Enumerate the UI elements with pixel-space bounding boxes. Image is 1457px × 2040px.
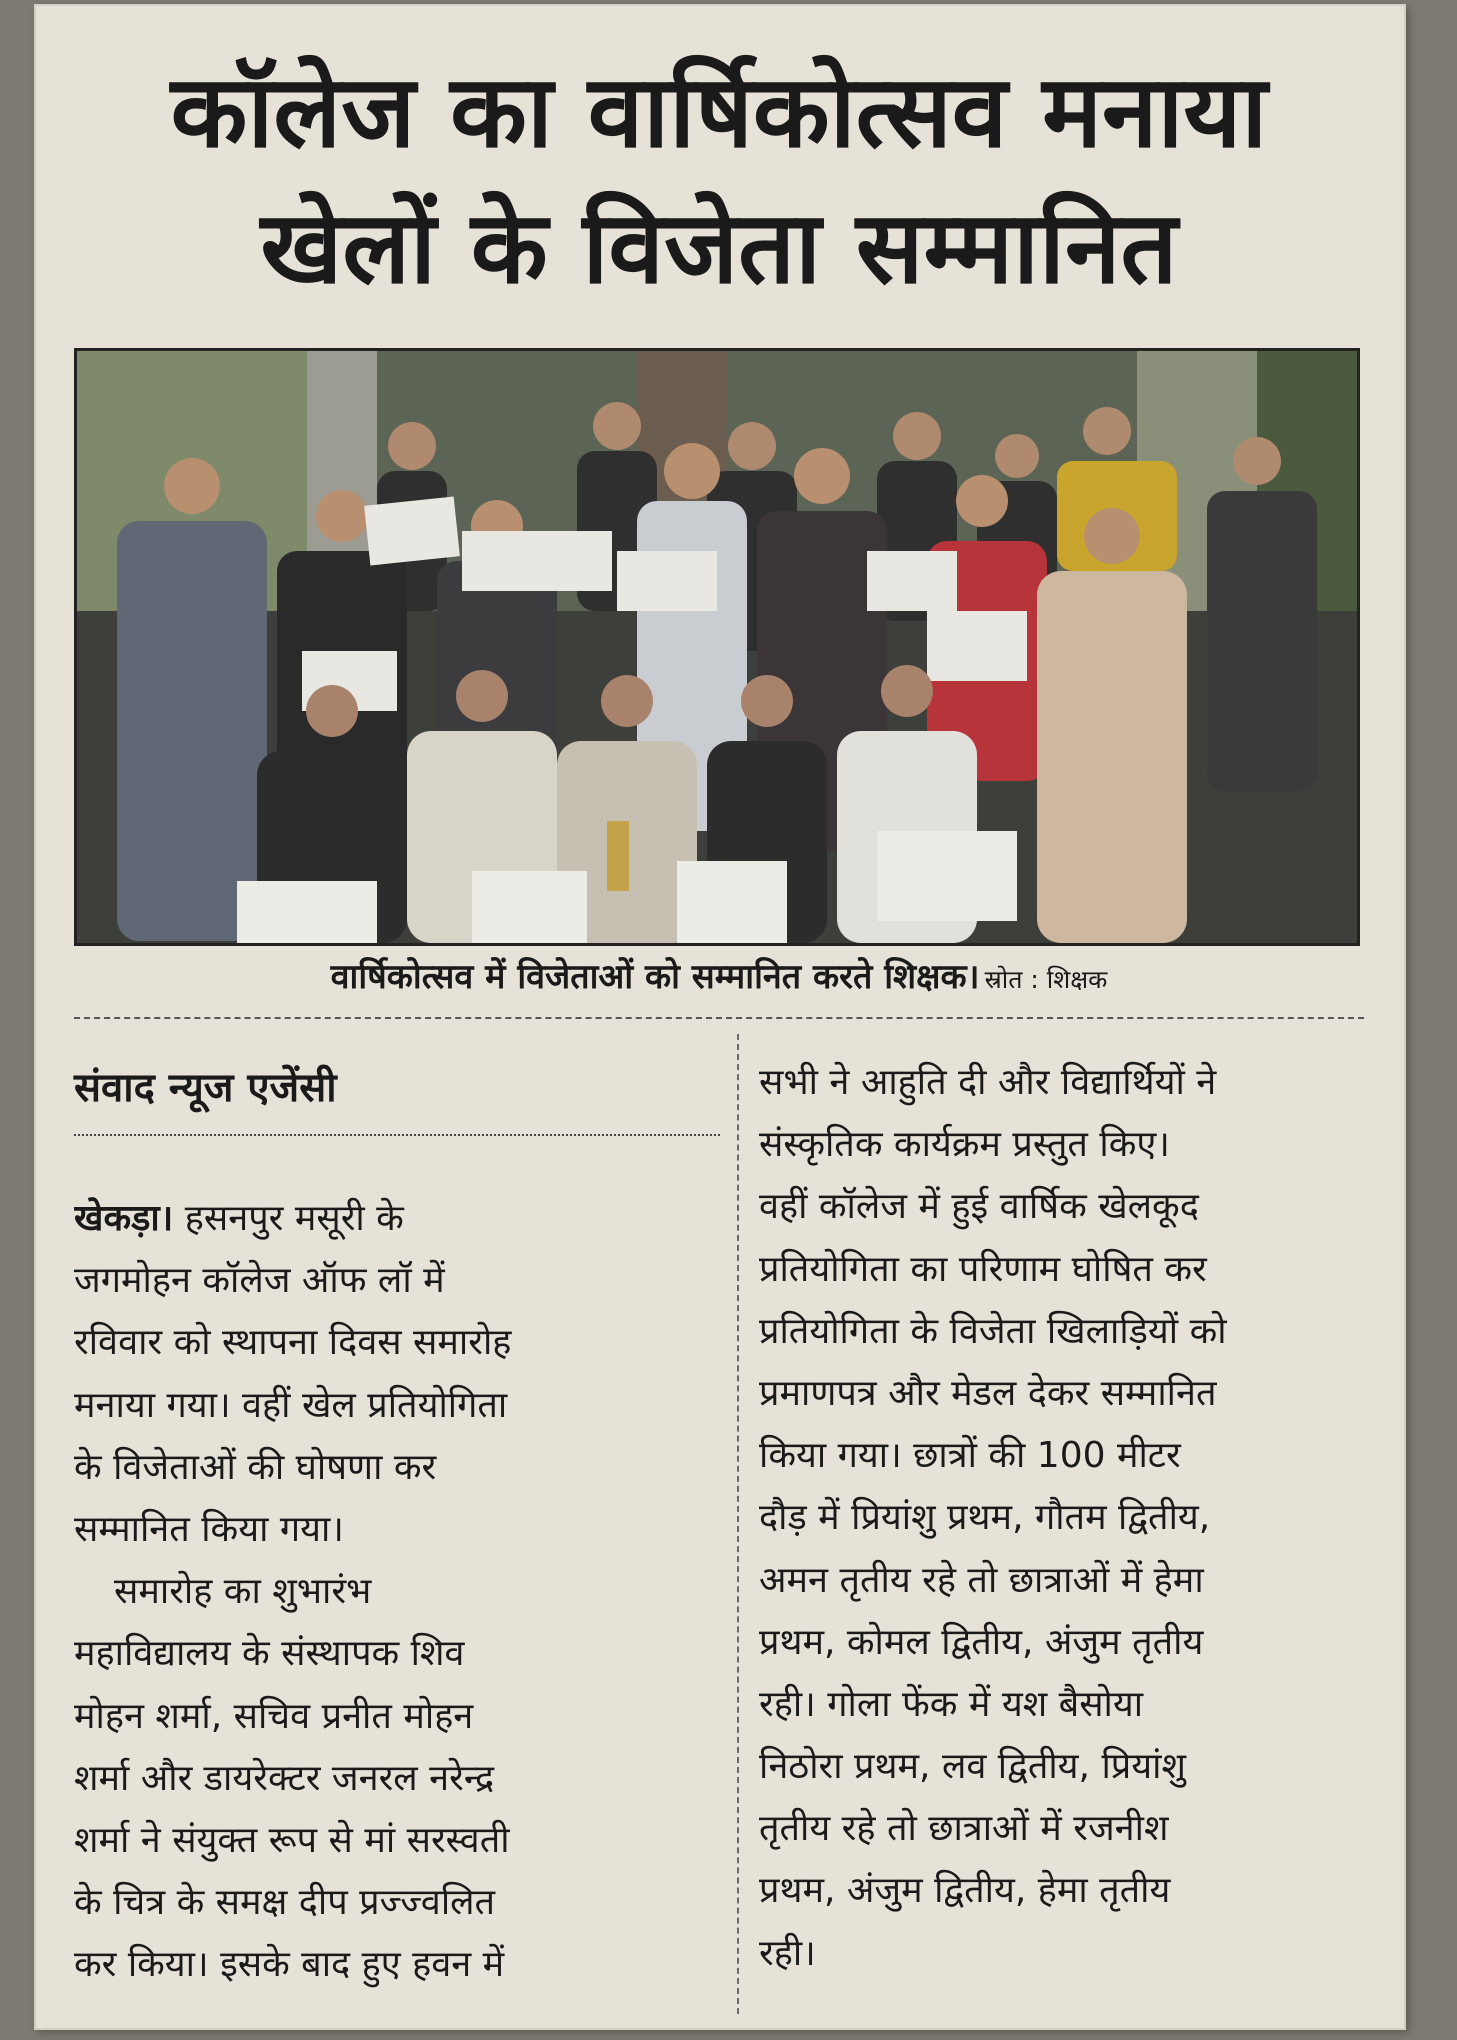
photo-caption-text: वार्षिकोत्सव में विजेताओं को सम्मानित करते शिक्षक।	[330, 957, 980, 997]
article-line: अमन तृतीय रहे तो छात्राओं में हेमा	[759, 1559, 1204, 1601]
article-line: प्रमाणपत्र और मेडल देकर सम्मानित	[759, 1372, 1217, 1414]
photo-source: स्रोत : शिक्षक	[984, 965, 1108, 994]
headline-line-1: कॉलेज का वार्षिकोत्सव मनाया	[170, 53, 1268, 170]
byline: संवाद न्यूज एजेंसी	[74, 1065, 337, 1111]
article-line: के चित्र के समक्ष दीप प्रज्ज्वलित	[74, 1882, 496, 1924]
article-line: प्रथम, अंजुम द्वितीय, हेमा तृतीय	[759, 1870, 1171, 1912]
article-line: मोहन शर्मा, सचिव प्रनीत मोहन	[74, 1695, 474, 1737]
article-line: प्रतियोगिता का परिणाम घोषित कर	[759, 1248, 1207, 1290]
group-photo	[74, 348, 1360, 946]
article-line-text: हसनपुर मसूरी के	[184, 1198, 404, 1239]
article-line: के विजेताओं की घोषणा कर	[74, 1446, 437, 1488]
article-line: मनाया गया। वहीं खेल प्रतियोगिता	[74, 1384, 508, 1426]
headline	[64, 44, 1374, 316]
article-line: रही।	[759, 1932, 816, 1974]
article-column-right	[759, 1052, 1419, 1985]
article-line: किया गया। छात्रों की 100 मीटर	[759, 1435, 1181, 1477]
article-column-left	[74, 1188, 724, 1996]
article-line: दौड़ में प्रियांशु प्रथम, गौतम द्वितीय,	[759, 1497, 1211, 1539]
article-line: रविवार को स्थापना दिवस समारोह	[74, 1322, 512, 1364]
article-line: शर्मा और डायरेक्टर जनरल नरेन्द्र	[74, 1757, 495, 1799]
article-line: कर किया। इसके बाद हुए हवन में	[74, 1944, 505, 1986]
article-line: सम्मानित किया गया।	[74, 1508, 344, 1550]
article-line: संस्कृतिक कार्यक्रम प्रस्तुत किए।	[759, 1124, 1170, 1166]
section-divider	[74, 1017, 1364, 1019]
column-divider	[737, 1034, 739, 2014]
article-line: प्रथम, कोमल द्वितीय, अंजुम तृतीय	[759, 1621, 1204, 1663]
article-line: जगमोहन कॉलेज ऑफ लॉ में	[74, 1260, 445, 1302]
article-line: तृतीय रहे तो छात्राओं में रजनीश	[759, 1808, 1169, 1850]
article-line: निठोरा प्रथम, लव द्वितीय, प्रियांशु	[759, 1746, 1186, 1788]
article-line: समारोह का शुभारंभ	[114, 1571, 372, 1613]
article-line: सभी ने आहुति दी और विद्यार्थियों ने	[759, 1062, 1217, 1103]
article-line	[74, 1188, 724, 1250]
group-photo-illustration	[77, 351, 1357, 943]
dateline: खेकड़ा।	[74, 1198, 174, 1239]
photo-caption	[64, 952, 1374, 998]
article-line: शर्मा ने संयुक्त रूप से मां सरस्वती	[74, 1819, 510, 1861]
byline-divider	[74, 1134, 720, 1136]
article-line: महाविद्यालय के संस्थापक शिव	[74, 1633, 465, 1675]
article-line: वहीं कॉलेज में हुई वार्षिक खेलकूद	[759, 1186, 1199, 1228]
article-line: प्रतियोगिता के विजेता खिलाड़ियों को	[759, 1310, 1227, 1352]
newspaper-clipping	[34, 4, 1406, 2030]
headline-line-2: खेलों के विजेता सम्मानित	[260, 189, 1178, 306]
article-line: रही। गोला फेंक में यश बैसोया	[759, 1683, 1144, 1725]
